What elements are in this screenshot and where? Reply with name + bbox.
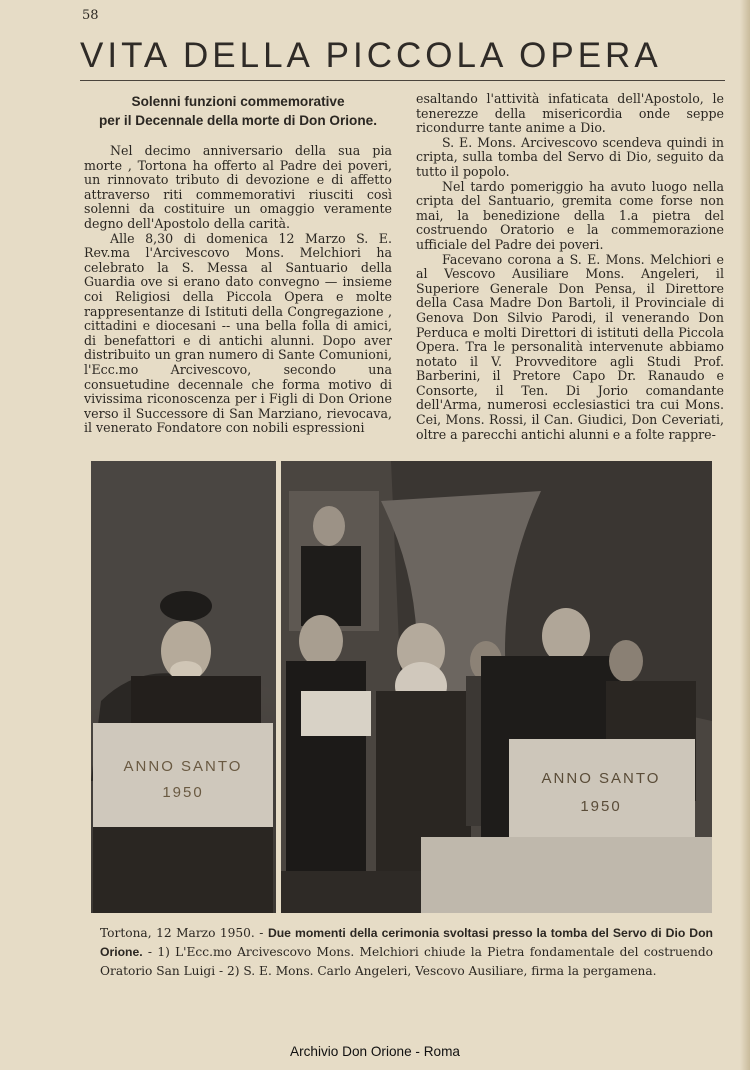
plaque-text-line-2: 1950 bbox=[162, 784, 204, 801]
caption-date: Tortona, 12 Marzo 1950. - bbox=[100, 926, 268, 940]
page-number: 58 bbox=[82, 8, 99, 23]
header-divider bbox=[80, 80, 725, 81]
plaque-text-line-1: ANNO SANTO bbox=[541, 770, 661, 787]
photo-archbishop-foundation-stone bbox=[91, 461, 276, 913]
section-header-title: VITA DELLA PICCOLA OPERA bbox=[80, 36, 662, 75]
article-heading bbox=[84, 92, 392, 130]
caption-bold-title: Due momenti della cerimonia svoltasi presso la tomba del Servo di Dio Don Orione. bbox=[100, 926, 713, 959]
photo-caption bbox=[100, 924, 713, 981]
article-paragraph: Alle 8,30 di domenica 12 Marzo S. E. Rev.ma l'Arcivescovo Mons. Melchiori ha celebrato la S. Messa al Santuario della Guardia ove si erano dato convegno — insieme coi Religiosi della Piccola Opera e molte rappresentanze di Istituti della Congregazione , cittadini e diocesani -- una bella folla di amici, di benefattori e di antichi alunni. Dopo aver distribuito un gran numero di Sante Comunioni, l'Ecc.mo Arcivescovo, secondo una consuetudine decennale che forma motivo di vivissima riconoscenza per i Figli di Don Orione verso il Successore di San Marziano, rievocava, il venerato Fondatore con nobili espressioni bbox=[84, 230, 392, 436]
article-left-column bbox=[84, 92, 392, 436]
article-paragraph: Facevano corona a S. E. Mons. Melchiori e al Vescovo Ausiliare Mons. Angeleri, il Superiore Generale Don Pensa, il Direttore della Casa Madre Don Bartoli, il Provinciale di Genova Don Silvio Parodi, il venerando Don Perduca e molti Direttori di istituti della Piccola Opera. Tra le personalità intervenute abbiamo notato il V. Provveditore agli Studi Prof. Barberini, il Pretore Capo Dr. Ranaudo e Consorte, il Ten. Di Jorio comandante dell'Arma, numerosi ecclesiastici tra cui Mons. Cei, Mons. Rossi, il Can. Giudici, Don Ceveriati, oltre a parecchi antichi alunni e a folte rappre- bbox=[416, 251, 724, 442]
article-paragraph: S. E. Mons. Arcivescovo scendeva quindi in cripta, sulla tomba del Servo di Dio, seguito da tutto il popolo. bbox=[416, 134, 724, 179]
article-paragraph-continuation: esaltando l'attività infaticata dell'Apostolo, le tenerezze della misericordia onde seppe ricondurre tante anime a Dio. bbox=[416, 91, 724, 136]
photo-bishop-signing-parchment bbox=[281, 461, 712, 913]
plaque-text-line-1: ANNO SANTO bbox=[123, 758, 243, 775]
article-right-column bbox=[416, 92, 724, 442]
article-heading-line-1: Solenni funzioni commemorative bbox=[131, 94, 345, 109]
archive-footer: Archivio Don Orione - Roma bbox=[290, 1044, 460, 1059]
page-edge bbox=[740, 0, 750, 1070]
caption-description: - 1) L'Ecc.mo Arcivescovo Mons. Melchiori chiude la Pietra fondamentale del costruendo Oratorio San Luigi - 2) S. E. Mons. Carlo Angeleri, Vescovo Ausiliare, firma la pergamena. bbox=[100, 945, 713, 978]
article-paragraph: Nel tardo pomeriggio ha avuto luogo nella cripta del Santuario, gremita come forse non mai, la benedizione della 1.a pietra del costruendo Oratorio e la commemorazione ufficiale del Padre dei poveri. bbox=[416, 178, 724, 252]
plaque-text-line-2: 1950 bbox=[580, 798, 622, 815]
article-heading-line-2: per il Decennale della morte di Don Orione. bbox=[99, 113, 377, 128]
article-paragraph: Nel decimo anniversario della sua pia morte , Tortona ha offerto al Padre dei poveri, un rinnovato tributo di devozione e di affetto attraverso riti commemorativi riusciti così solenni da costituire un omaggio veramente degno dell'Apostolo della carità. bbox=[84, 143, 392, 231]
